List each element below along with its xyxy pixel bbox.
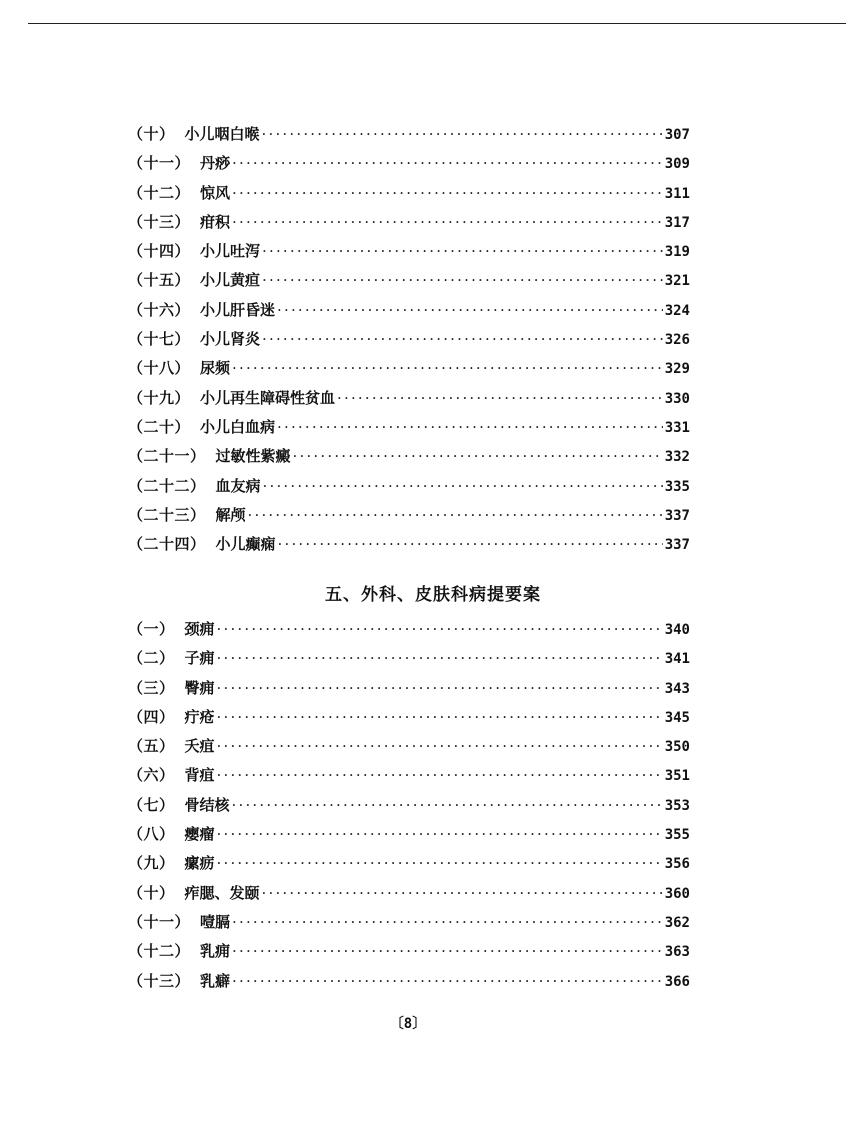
toc-entry-title: 乳痈 bbox=[200, 942, 231, 961]
toc-leader-dots bbox=[293, 447, 663, 465]
toc-entry bbox=[128, 970, 690, 999]
toc-leader-dots bbox=[263, 477, 663, 495]
toc-entry-number: （十二） bbox=[128, 183, 191, 202]
toc-entry-page: 345 bbox=[664, 709, 690, 726]
toc-entry-title: 小儿癫痫 bbox=[215, 535, 276, 554]
toc-entry-page: 331 bbox=[664, 419, 690, 436]
toc-entry-page: 353 bbox=[664, 797, 690, 814]
toc-list-part2 bbox=[128, 618, 690, 999]
toc-entry-number: （二十二） bbox=[128, 476, 206, 495]
toc-entry bbox=[128, 647, 690, 676]
toc-leader-dots bbox=[232, 796, 663, 814]
toc-leader-dots bbox=[277, 301, 663, 319]
toc-entry-page: 350 bbox=[664, 739, 690, 756]
toc-entry-page: 321 bbox=[664, 273, 690, 290]
toc-entry-number: （五） bbox=[128, 737, 175, 756]
toc-entry-title: 瘿瘤 bbox=[184, 825, 215, 844]
toc-entry-page: 351 bbox=[664, 768, 690, 785]
toc-entry-title: 小儿再生障碍性贫血 bbox=[200, 388, 336, 407]
toc-entry-page: 343 bbox=[664, 680, 690, 697]
toc-leader-dots bbox=[262, 271, 663, 289]
toc-entry-title: 尿频 bbox=[200, 359, 231, 378]
toc-entry-title: 夭疽 bbox=[184, 737, 215, 756]
toc-entry-page: 337 bbox=[664, 507, 690, 524]
toc-entry-number: （九） bbox=[128, 854, 175, 873]
toc-entry-page: 330 bbox=[664, 390, 690, 407]
toc-entry-page: 324 bbox=[664, 302, 690, 319]
toc-entry bbox=[128, 475, 690, 504]
toc-entry bbox=[128, 706, 690, 735]
toc-entry-number: （二十一） bbox=[128, 447, 206, 466]
toc-entry-number: （十一） bbox=[128, 154, 191, 173]
toc-entry bbox=[128, 940, 690, 969]
toc-entry-title: 小儿肝昏迷 bbox=[200, 300, 276, 319]
toc-entry-title: 瘰疬 bbox=[184, 854, 215, 873]
toc-list-part1 bbox=[128, 123, 690, 562]
toc-entry-page: 366 bbox=[664, 973, 690, 990]
toc-entry-number: （六） bbox=[128, 766, 175, 785]
toc-entry-number: （七） bbox=[128, 795, 175, 814]
toc-entry bbox=[128, 299, 690, 328]
toc-leader-dots bbox=[217, 620, 663, 638]
toc-entry-number: （十三） bbox=[128, 971, 191, 990]
toc-entry-title: 疳积 bbox=[200, 212, 231, 231]
toc-entry-title: 痄腮、发颐 bbox=[184, 883, 260, 902]
toc-leader-dots bbox=[232, 942, 663, 960]
toc-entry bbox=[128, 882, 690, 911]
toc-entry-page: 356 bbox=[664, 856, 690, 873]
toc-leader-dots bbox=[217, 649, 663, 667]
toc-entry bbox=[128, 445, 690, 474]
toc-entry-title: 小儿黄疸 bbox=[200, 271, 261, 290]
toc-entry bbox=[128, 269, 690, 298]
toc-entry-number: （十九） bbox=[128, 388, 191, 407]
toc-leader-dots bbox=[277, 418, 663, 436]
toc-entry bbox=[128, 852, 690, 881]
toc-entry-title: 小儿咽白喉 bbox=[184, 125, 260, 143]
toc-entry bbox=[128, 794, 690, 823]
toc-entry-title: 子痈 bbox=[184, 649, 215, 668]
toc-entry bbox=[128, 416, 690, 445]
toc-entry bbox=[128, 764, 690, 793]
toc-entry-number: （十八） bbox=[128, 359, 191, 378]
toc-entry-number: （十七） bbox=[128, 330, 191, 349]
toc-leader-dots bbox=[217, 825, 663, 843]
toc-entry-title: 臀痈 bbox=[184, 678, 215, 697]
toc-entry-title: 噎膈 bbox=[200, 912, 231, 931]
toc-leader-dots bbox=[337, 389, 663, 407]
toc-entry-page: 329 bbox=[664, 361, 690, 378]
toc-entry-title: 颈痈 bbox=[184, 620, 215, 638]
toc-entry-page: 355 bbox=[664, 827, 690, 844]
toc-entry-number: （十二） bbox=[128, 942, 191, 961]
toc-entry-number: （四） bbox=[128, 707, 175, 726]
toc-entry bbox=[128, 123, 690, 152]
toc-leader-dots bbox=[262, 242, 663, 260]
toc-entry-page: 326 bbox=[664, 332, 690, 349]
toc-entry-page: 332 bbox=[664, 449, 690, 466]
toc-entry bbox=[128, 328, 690, 357]
page-number: 〔8〕 bbox=[389, 1016, 427, 1032]
toc-entry-page: 340 bbox=[664, 622, 690, 638]
toc-entry-title: 乳癖 bbox=[200, 971, 231, 990]
toc-leader-dots bbox=[232, 359, 663, 377]
toc-entry-page: 335 bbox=[664, 478, 690, 495]
toc-leader-dots bbox=[232, 972, 663, 990]
toc-entry-number: （十四） bbox=[128, 242, 191, 261]
toc-entry bbox=[128, 533, 690, 562]
toc-leader-dots bbox=[217, 737, 663, 755]
toc-entry-title: 惊风 bbox=[200, 183, 231, 202]
toc-entry bbox=[128, 182, 690, 211]
toc-entry-page: 341 bbox=[664, 651, 690, 668]
toc-leader-dots bbox=[232, 184, 663, 202]
toc-entry bbox=[128, 911, 690, 940]
toc-entry-number: （二十四） bbox=[128, 535, 206, 554]
toc-entry-page: 317 bbox=[664, 214, 690, 231]
toc-entry-title: 小儿吐泻 bbox=[200, 242, 261, 261]
toc-leader-dots bbox=[262, 125, 663, 143]
toc-entry-number: （十六） bbox=[128, 300, 191, 319]
toc-entry-title: 小儿肾炎 bbox=[200, 330, 261, 349]
toc-entry bbox=[128, 152, 690, 181]
toc-entry-number: （二十） bbox=[128, 417, 191, 436]
toc-entry bbox=[128, 357, 690, 386]
toc-entry-number: （二十三） bbox=[128, 505, 206, 524]
toc-entry-title: 血友病 bbox=[215, 476, 261, 495]
toc-entry-page: 309 bbox=[664, 156, 690, 173]
toc-entry-title: 过敏性紫癜 bbox=[215, 447, 291, 466]
toc-entry-page: 362 bbox=[664, 914, 690, 931]
toc-entry-number: （十） bbox=[128, 883, 175, 902]
toc-entry-number: （二） bbox=[128, 649, 175, 668]
toc-entry-title: 骨结核 bbox=[184, 795, 230, 814]
toc-entry-title: 背疽 bbox=[184, 766, 215, 785]
toc-entry-page: 363 bbox=[664, 944, 690, 961]
toc-entry-number: （十） bbox=[128, 125, 175, 143]
toc-entry-title: 小儿白血病 bbox=[200, 417, 276, 436]
toc-leader-dots bbox=[217, 854, 663, 872]
toc-entry bbox=[128, 677, 690, 706]
toc-entry bbox=[128, 240, 690, 269]
toc-entry-number: （十一） bbox=[128, 912, 191, 931]
toc-entry-number: （一） bbox=[128, 620, 175, 638]
toc-entry-number: （十三） bbox=[128, 212, 191, 231]
toc-leader-dots bbox=[217, 766, 663, 784]
toc-entry-page: 360 bbox=[664, 885, 690, 902]
toc-entry-title: 解颅 bbox=[215, 505, 246, 524]
toc-leader-dots bbox=[232, 213, 663, 231]
toc-entry-number: （八） bbox=[128, 825, 175, 844]
toc-leader-dots bbox=[262, 884, 663, 902]
toc-entry-number: （三） bbox=[128, 678, 175, 697]
toc-entry-page: 311 bbox=[664, 185, 690, 202]
toc-leader-dots bbox=[262, 330, 663, 348]
toc-entry-page: 337 bbox=[664, 537, 690, 554]
top-rule bbox=[28, 23, 846, 24]
toc-entry bbox=[128, 504, 690, 533]
toc-entry bbox=[128, 387, 690, 416]
toc-entry bbox=[128, 211, 690, 240]
toc-leader-dots bbox=[217, 679, 663, 697]
toc-entry-title: 丹痧 bbox=[200, 154, 231, 173]
toc-entry-page: 307 bbox=[664, 127, 690, 143]
toc-leader-dots bbox=[232, 154, 663, 172]
toc-entry-number: （十五） bbox=[128, 271, 191, 290]
toc-entry-page: 319 bbox=[664, 244, 690, 261]
toc-entry-title: 疔疮 bbox=[184, 707, 215, 726]
toc-leader-dots bbox=[278, 535, 663, 553]
toc-entry bbox=[128, 618, 690, 647]
toc-leader-dots bbox=[232, 913, 663, 931]
toc-leader-dots bbox=[248, 506, 663, 524]
toc-leader-dots bbox=[217, 708, 663, 726]
toc-entry bbox=[128, 823, 690, 852]
section-heading: 五、外科、皮肤科病提要案 bbox=[325, 585, 541, 605]
toc-entry bbox=[128, 735, 690, 764]
